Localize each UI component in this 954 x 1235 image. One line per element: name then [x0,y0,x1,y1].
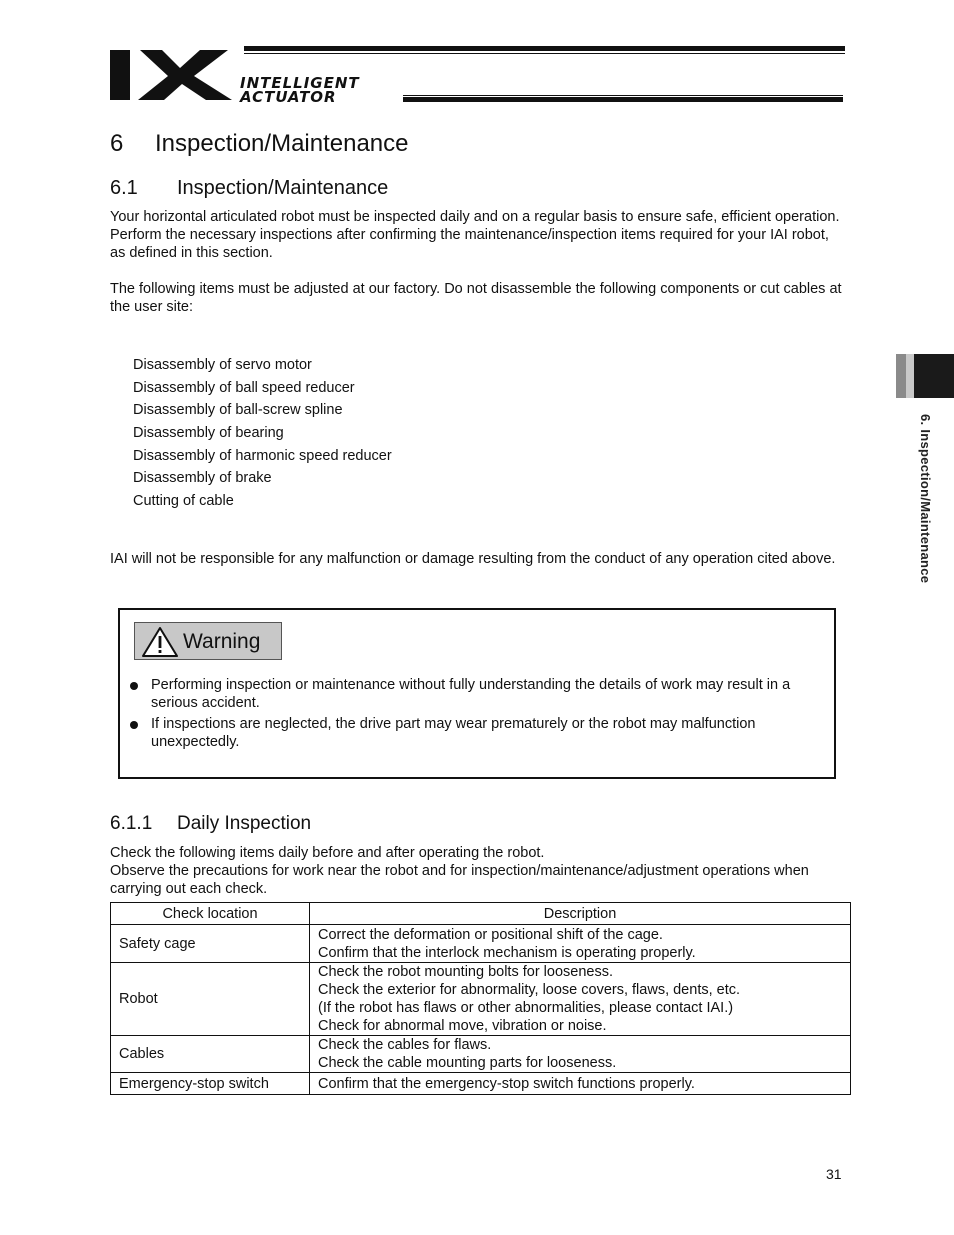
chapter-heading [110,130,409,158]
logo-wordmark [240,76,360,104]
section-heading [110,177,388,200]
list-item: Disassembly of bearing [133,425,284,442]
description-line: Confirm that the interlock mechanism is operating properly. [318,944,696,961]
bullet-icon [130,682,138,690]
chapter-tab-marker [896,354,954,398]
list-item: Disassembly of ball-screw spline [133,402,343,419]
check-location-cell: Robot [111,963,310,1036]
description-line: Correct the deformation or positional shift of the cage. [318,926,663,943]
logo-line-1: INTELLIGENT [240,74,360,92]
header-rule-bottom [403,97,843,102]
page-number: 31 [826,1166,842,1182]
description-line: Check the robot mounting bolts for looseness. [318,964,613,980]
daily-inspection-intro [110,844,845,898]
description-cell [310,963,851,1036]
warning-item-text: Performing inspection or maintenance without fully understanding the details of work may result in a serious accident. [151,677,791,711]
section-number: 6.1 [110,177,138,199]
table-row [111,1073,851,1095]
list-item: Disassembly of servo motor [133,357,312,373]
table-row [111,925,851,963]
daily-inspection-line-2: Observe the precautions for work near the robot and for inspection/maintenance/adjustment operations when carrying out each check. [110,863,809,897]
check-location-cell: Cables [111,1036,310,1073]
logo-line-2: ACTUATOR [240,88,337,106]
description-cell [310,925,851,963]
warning-item [130,676,825,712]
subsection-number: 6.1.1 [110,813,153,834]
description-line: Check the exterior for abnormality, loose covers, flaws, dents, etc. [318,982,741,998]
table-row [111,1036,851,1073]
description-line: Check the cable mounting parts for looseness. [318,1055,617,1071]
warning-box [118,608,836,779]
table-row [111,963,851,1036]
chapter-title: Inspection/Maintenance [155,130,409,157]
check-location-cell: Emergency-stop switch [111,1073,310,1095]
column-header-location: Check location [111,903,310,925]
header-rule-top [244,46,845,51]
warning-label: Warning [183,630,261,653]
ix-logo-mark [110,46,232,102]
description-cell [310,1073,851,1095]
description-line: Confirm that the emergency-stop switch functions properly. [318,1075,695,1092]
warning-item [130,715,825,751]
column-header-description: Description [310,903,851,925]
list-item: Cutting of cable [133,493,234,510]
description-line: (If the robot has flaws or other abnormalities, please contact IAI.) [318,1000,734,1016]
chapter-number: 6 [110,130,124,157]
check-location-cell: Safety cage [111,925,310,963]
chapter-tab-label: 6. Inspection/Maintenance [918,414,933,584]
prohibited-operations-list [133,355,392,514]
warning-label-tag [134,622,282,660]
warning-list [130,676,825,754]
daily-inspection-table [110,902,851,1095]
subsection-heading [110,813,311,835]
header-rule-bottom-thin [403,95,843,96]
description-line: Check for abnormal move, vibration or noise. [318,1018,607,1034]
intro-paragraph-1: Your horizontal articulated robot must be inspected daily and on a regular basis to ensure safe, efficient operation. Perform the necessary inspections after confirming the maintenance/inspection items required for your IAI robot, as defined in this section. [110,209,840,261]
description-line: Check the cables for flaws. [318,1037,492,1053]
subsection-title: Daily Inspection [177,813,312,834]
list-item: Disassembly of brake [133,470,272,487]
list-item: Disassembly of harmonic speed reducer [133,447,392,464]
daily-inspection-line-1: Check the following items daily before and after operating the robot. [110,845,545,861]
intro-paragraph-2: The following items must be adjusted at our factory. Do not disassemble the following components or cut cables at the user site: [110,281,842,315]
bullet-icon [130,721,138,729]
warning-triangle-icon [141,626,179,658]
section-title: Inspection/Maintenance [177,177,389,199]
warning-item-text: If inspections are neglected, the drive part may wear prematurely or the robot may malfunction unexpectedly. [151,716,756,750]
header-rule-top-thin [244,53,845,54]
table-header-row [111,903,851,925]
description-cell [310,1036,851,1073]
list-item: Disassembly of ball speed reducer [133,379,355,396]
disclaimer-paragraph: IAI will not be responsible for any malfunction or damage resulting from the conduct of any operation cited above. [110,551,836,567]
